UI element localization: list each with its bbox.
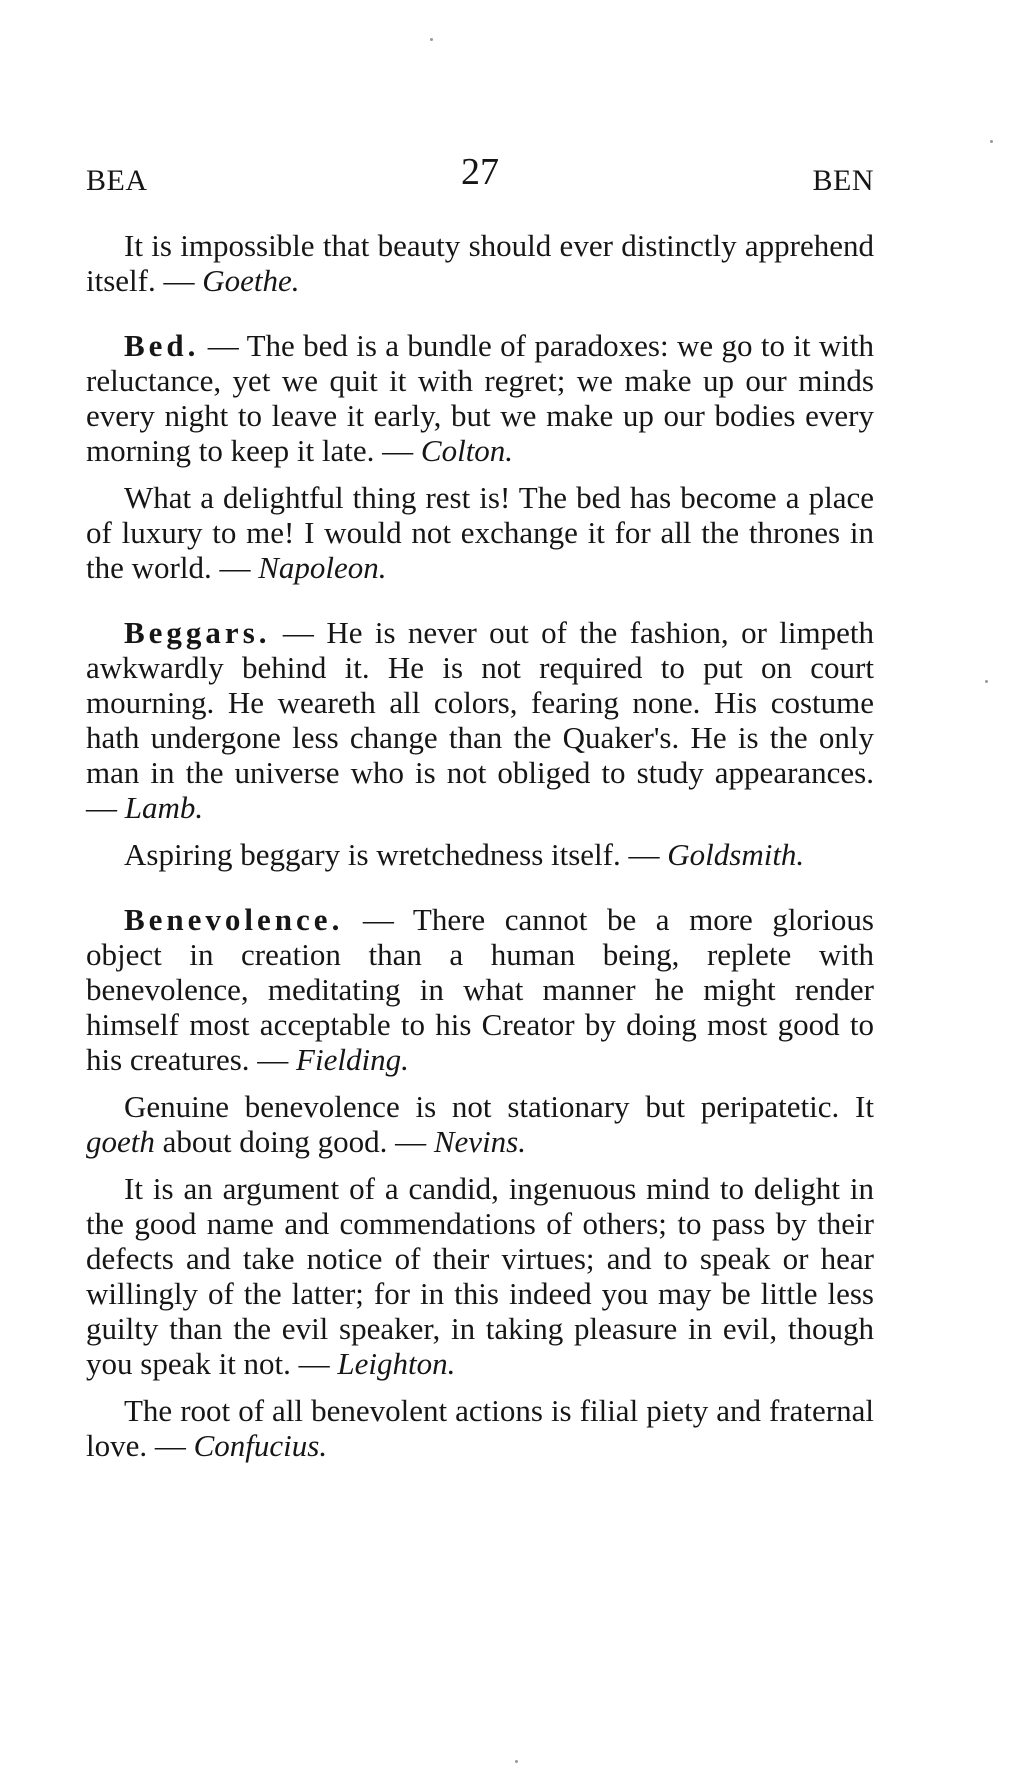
speck-mark	[990, 140, 993, 143]
quote-author: Goldsmith.	[667, 837, 805, 872]
speck-mark	[985, 680, 988, 683]
quote-text: Aspiring beggary is wretchedness itself. —	[124, 837, 668, 872]
header-right-guideword: BEN	[812, 164, 874, 197]
quote-emphasis: goeth	[86, 1124, 155, 1159]
quote-author: Goethe.	[202, 263, 300, 298]
headword: Bed.	[124, 328, 200, 363]
quote-author: Colton.	[420, 433, 514, 468]
quote-benevolence-confucius	[86, 1393, 874, 1463]
quote-beauty	[86, 228, 874, 298]
quote-author: Confucius.	[193, 1428, 328, 1463]
headword: Benevolence.	[124, 902, 344, 937]
quote-bed-napoleon	[86, 480, 874, 585]
quote-text: Genuine benevolence is not stationary but peripatetic. It	[124, 1089, 874, 1124]
quote-beggary-goldsmith	[86, 837, 874, 872]
quote-text: — There cannot be a more glorious object in creation than a human being, replete with benevolence, meditating in what manner he might render himself most acceptable to his Creator by doing most good to his creatures. —	[86, 902, 874, 1077]
quote-author: Fielding.	[296, 1042, 409, 1077]
quote-author: Lamb.	[124, 790, 204, 825]
page-body	[86, 228, 874, 1463]
quote-text: It is impossible that beauty should ever distinctly apprehend itself. —	[86, 228, 874, 298]
quote-benevolence-nevins	[86, 1089, 874, 1159]
header-left-guideword: BEA	[86, 164, 148, 197]
page-number: 27	[461, 151, 499, 193]
quote-author: Leighton.	[337, 1346, 456, 1381]
entry-benevolence	[86, 902, 874, 1077]
speck-mark	[430, 38, 433, 41]
quote-text: The root of all benevolent actions is filial piety and fraternal love. —	[86, 1393, 874, 1463]
quote-author: Nevins.	[433, 1124, 526, 1159]
quote-author: Napoleon.	[258, 550, 387, 585]
quote-text-after: about doing good. —	[154, 1124, 434, 1159]
entry-beggars	[86, 615, 874, 825]
headword: Beggars.	[124, 615, 271, 650]
quote-text: — He is never out of the fashion, or limpeth awkwardly behind it. He is not required to put on court mourning. He weareth all colors, fearing none. His costume hath undergone less change than the Quaker's. He is the only man in the universe who is not obliged to study appearances. —	[86, 615, 874, 825]
entry-bed	[86, 328, 874, 468]
quote-text: It is an argument of a candid, ingenuous mind to delight in the good name and commendations of others; to pass by their defects and take notice of their virtues; and to speak or hear willingly of the latter; for in this indeed you may be little less guilty than the evil speaker, in taking pleasure in evil, though you speak it not. —	[86, 1171, 874, 1381]
quote-benevolence-leighton	[86, 1171, 874, 1381]
quote-text: — The bed is a bundle of paradoxes: we go to it with reluctance, yet we quit it with regret; we make up our minds every night to leave it early, but we make up our bodies every morning to keep it late. —	[86, 328, 874, 468]
quote-text: What a delightful thing rest is! The bed has become a place of luxury to me! I would not exchange it for all the thrones in the world. —	[86, 480, 874, 585]
running-header	[86, 140, 874, 200]
speck-mark	[515, 1760, 518, 1763]
